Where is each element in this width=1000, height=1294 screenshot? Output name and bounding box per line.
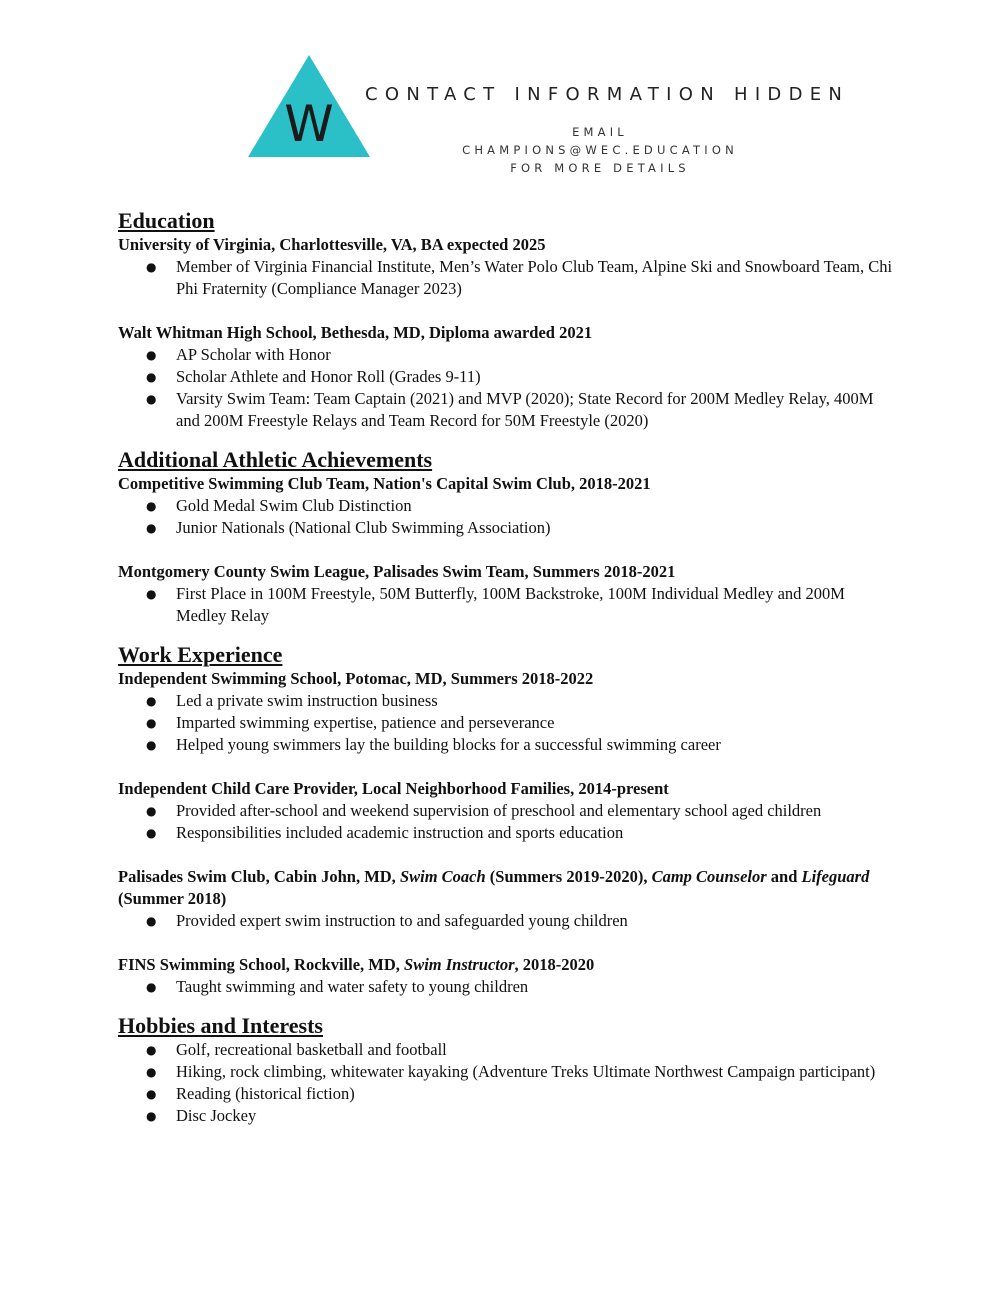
entry-fins: [118, 954, 898, 998]
bullet-list: [118, 800, 898, 844]
list-item: ● AP Scholar with Honor: [118, 344, 898, 366]
list-item: ● Member of Virginia Financial Institute, Men’s Water Polo Club Team, Alpine Ski and Snowboard Team, Chi Phi Fraternity (Compliance Manager 2023): [118, 256, 898, 300]
list-item: ● Provided expert swim instruction to and safeguarded young children: [118, 910, 898, 932]
list-item: ● Junior Nationals (National Club Swimming Association): [118, 517, 898, 539]
role-camp-counselor: Camp Counselor: [651, 867, 767, 886]
entry-heading: University of Virginia, Charlottesville, VA, BA expected 2025: [118, 235, 546, 254]
list-item: ● Varsity Swim Team: Team Captain (2021) and MVP (2020); State Record for 200M Medley Relay, 400M and 200M Freestyle Relays and Team Record for 50M Freestyle (2020): [118, 388, 898, 432]
contact-details: [430, 123, 770, 177]
contact-line-details: FOR MORE DETAILS: [510, 161, 690, 175]
bullet-list: [118, 583, 898, 627]
list-item: ● Gold Medal Swim Club Distinction: [118, 495, 898, 517]
heading-text: and: [766, 867, 802, 886]
bullet-list: [118, 690, 898, 756]
entry-heading: [118, 866, 898, 910]
bullet-list: [118, 344, 898, 432]
list-item: ● Responsibilities included academic instruction and sports education: [118, 822, 898, 844]
resume-body: [118, 208, 898, 1127]
section-title: Hobbies and Interests: [118, 1013, 323, 1038]
list-item: ● Hiking, rock climbing, whitewater kayaking (Adventure Treks Ultimate Northwest Campaign participant): [118, 1061, 898, 1083]
section-title: Work Experience: [118, 642, 283, 667]
bullet-list: [118, 976, 898, 998]
section-education: [118, 208, 898, 432]
list-item: ● Reading (historical fiction): [118, 1083, 898, 1105]
entry-heading: Independent Child Care Provider, Local Neighborhood Families, 2014-present: [118, 779, 669, 798]
entry-heading: Montgomery County Swim League, Palisades Swim Team, Summers 2018-2021: [118, 562, 676, 581]
heading-text: (Summers 2019-2020),: [485, 867, 652, 886]
role-lifeguard: Lifeguard: [801, 867, 870, 886]
entry-child-care: [118, 778, 898, 844]
entry-swim-school: [118, 668, 898, 756]
page-header: [0, 0, 1000, 190]
entry-heading: [118, 954, 898, 976]
list-item: ● Golf, recreational basketball and football: [118, 1039, 898, 1061]
list-item: ● Imparted swimming expertise, patience and perseverance: [118, 712, 898, 734]
list-item: ● Led a private swim instruction business: [118, 690, 898, 712]
list-item: ● Provided after-school and weekend supervision of preschool and elementary school aged children: [118, 800, 898, 822]
list-item: ● First Place in 100M Freestyle, 50M Butterfly, 100M Backstroke, 100M Individual Medley and 200M Medley Relay: [118, 583, 898, 627]
section-work: [118, 642, 898, 998]
entry-club-team: [118, 473, 898, 539]
heading-text: , 2018-2020: [514, 955, 595, 974]
entry-palisades-club: [118, 866, 898, 932]
section-title: Education: [118, 208, 215, 233]
entry-heading: Walt Whitman High School, Bethesda, MD, Diploma awarded 2021: [118, 323, 593, 342]
entry-heading: Independent Swimming School, Potomac, MD, Summers 2018-2022: [118, 669, 594, 688]
entry-heading: Competitive Swimming Club Team, Nation's Capital Swim Club, 2018-2021: [118, 474, 651, 493]
contact-line-email[interactable]: CHAMPIONS@WEC.EDUCATION: [462, 143, 738, 157]
w-logo-icon: [248, 55, 370, 157]
contact-title: CONTACT INFORMATION HIDDEN: [365, 84, 850, 105]
heading-text: (Summer 2018): [118, 889, 227, 908]
logo-letter: W: [284, 95, 334, 153]
section-athletics: [118, 447, 898, 627]
contact-line-email-label: EMAIL: [572, 125, 628, 139]
entry-high-school: [118, 322, 898, 432]
entry-university: [118, 234, 898, 300]
section-hobbies: [118, 1013, 898, 1127]
bullet-list: [118, 495, 898, 539]
list-item: ● Taught swimming and water safety to young children: [118, 976, 898, 998]
heading-text: FINS Swimming School, Rockville, MD,: [118, 955, 405, 974]
list-item: ● Helped young swimmers lay the building blocks for a successful swimming career: [118, 734, 898, 756]
role-swim-instructor: Swim Instructor: [404, 955, 515, 974]
list-item: ● Scholar Athlete and Honor Roll (Grades 9-11): [118, 366, 898, 388]
bullet-list: [118, 256, 898, 300]
entry-swim-league: [118, 561, 898, 627]
heading-text: Palisades Swim Club, Cabin John, MD,: [118, 867, 400, 886]
role-swim-coach: Swim Coach: [399, 867, 486, 886]
section-title: Additional Athletic Achievements: [118, 447, 433, 472]
bullet-list: [118, 1039, 898, 1127]
list-item: ● Disc Jockey: [118, 1105, 898, 1127]
bullet-list: [118, 910, 898, 932]
